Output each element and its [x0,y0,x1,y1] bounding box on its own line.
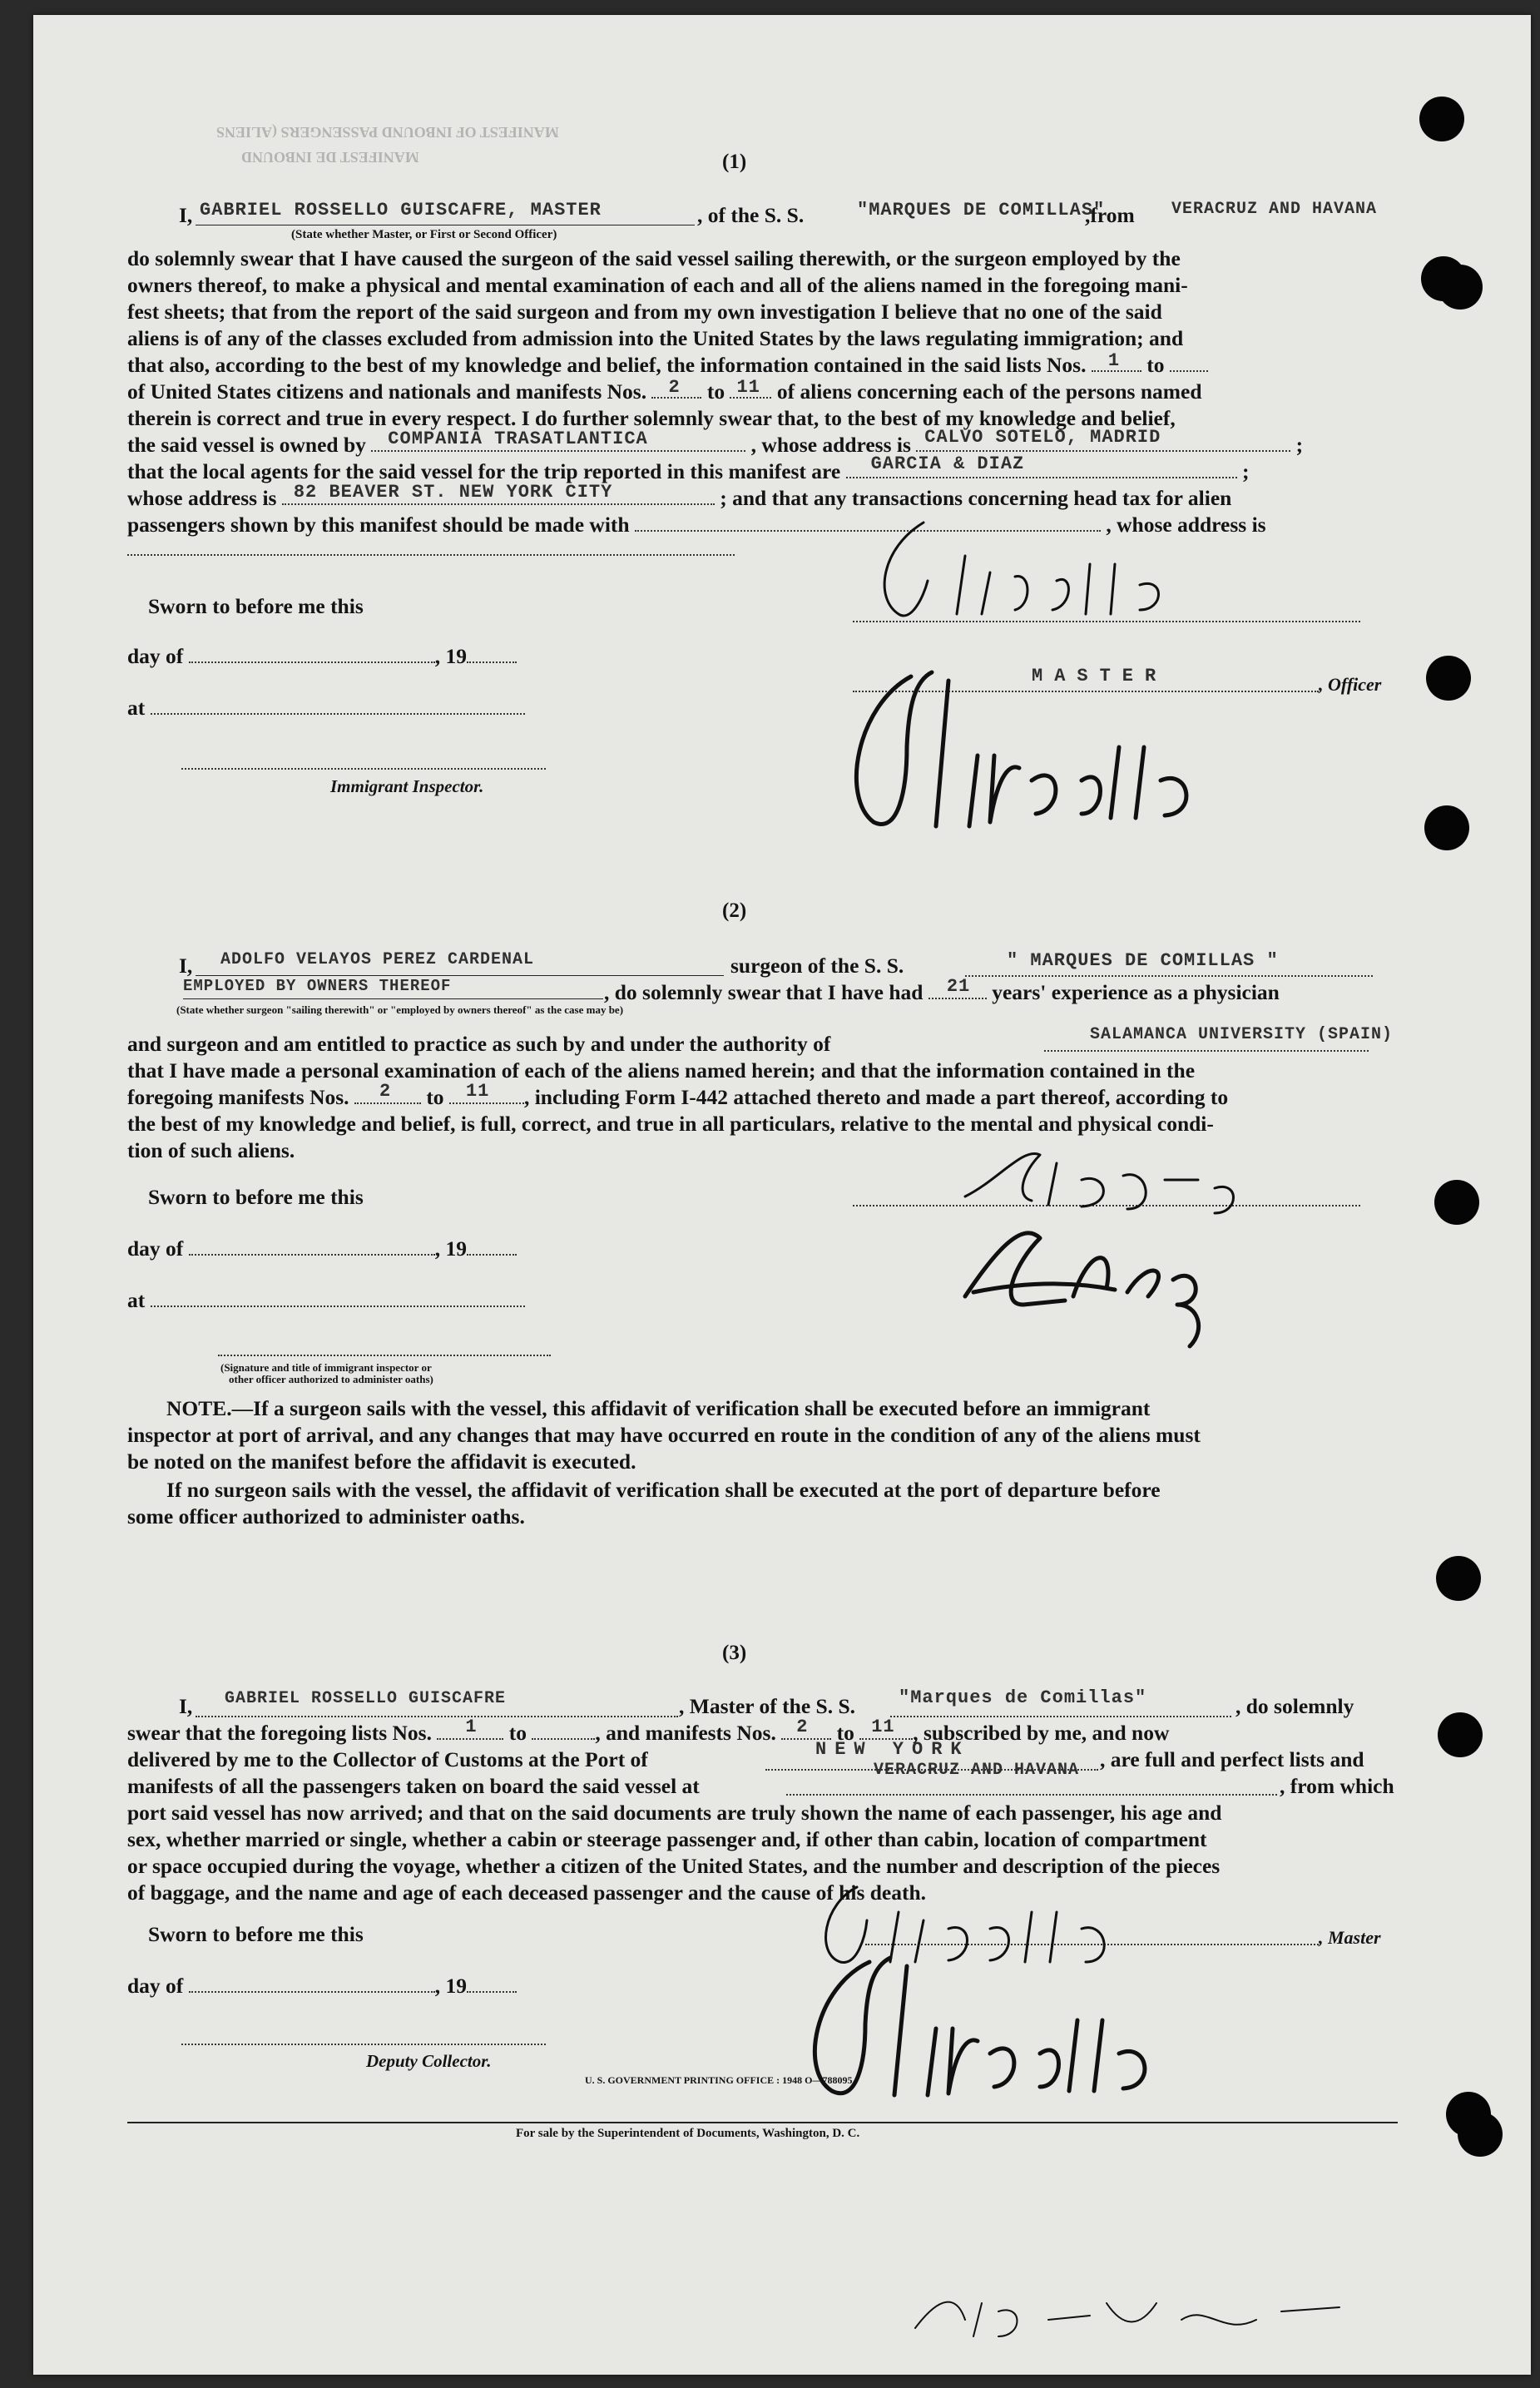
note-line: inspector at port of arrival, and any changes that may have occurred en route in the condition of any of the aliens must [127,1423,1201,1447]
manifest-number-to: 11 [871,1717,895,1737]
text: of aliens concerning each of the persons named [776,379,1202,404]
surgeon-name-field: ADOLFO VELAYOS PEREZ CARDENAL [220,950,535,969]
note-line: If no surgeon sails with the vessel, the affidavit of verification shall be executed at the port of departure before [166,1478,1161,1502]
note-line [166,1396,1150,1421]
line: manifests of all the passengers taken on board the said vessel at [127,1774,700,1798]
agents-field: GARCIA & DIAZ [870,453,1025,474]
line [179,203,192,228]
text: of United States citizens and nationals and manifests Nos. [127,379,647,404]
inspector-label: Immigrant Inspector. [330,776,484,796]
line [127,379,1202,404]
fill-line [965,975,1373,977]
faint-handwriting [907,2270,1389,2345]
fill-line [196,1716,678,1717]
surgeon-signature [948,1130,1331,1221]
signature-note: other officer authorized to administer oaths) [229,1373,433,1385]
text: passengers shown by this manifest should be made with [127,513,630,537]
manifest-number-from: 2 [379,1081,392,1102]
footer-rule [127,2122,1398,2123]
text: , 19 [434,644,467,668]
line [127,1717,1170,1746]
document-page [33,15,1531,2375]
surgeon-signature [948,1213,1331,1355]
line [127,1081,1229,1110]
punch-hole [1434,1180,1479,1225]
master-name-field: GABRIEL ROSSELLO GUISCAFRE [225,1689,507,1708]
field-note: (State whether surgeon "sailing therewith" or "employed by owners thereof" as the case may be) [176,1003,624,1016]
printing-office-line: U. S. GOVERNMENT PRINTING OFFICE : 1948 O—788095 [585,2074,853,2086]
manifest-number-from: 2 [668,377,681,398]
text: at [127,1288,146,1312]
line: , of the S. S. [697,203,805,227]
text: to [426,1085,444,1109]
punch-hole [1436,1556,1481,1601]
text: day of [127,1974,184,1998]
line: therein is correct and true in every respect. I do further solemnly swear that, to the best of my knowledge and belief, [127,406,1176,430]
punch-hole [1424,805,1469,850]
fill-line [127,554,735,556]
fill-line [183,998,603,999]
line [127,1288,525,1313]
line: ,from [1085,203,1135,227]
text: , whose address is [1106,513,1266,537]
text: , whose address is [750,433,911,457]
line: fest sheets; that from the report of the said surgeon and from my own investigation I believe that no one of the said [127,300,1162,324]
footer-text: For sale by the Superintendent of Documents, Washington, D. C. [516,2127,860,2140]
punch-hole [1438,265,1483,310]
text: , 19 [434,1974,467,1998]
text: that the local agents for the said vessel for the trip reported in this manifest are [127,459,841,483]
text: ; and that any transactions concerning head tax for alien [720,486,1232,510]
title-typed: MASTER [1032,666,1168,686]
signature-line [218,1355,551,1356]
fill-line [1044,1050,1369,1052]
list-number-from: 1 [1107,350,1121,371]
text: , including Form I-442 attached thereto and made a part thereof, according to [523,1085,1229,1109]
deputy-collector-label: Deputy Collector. [366,2051,492,2071]
fill-line [196,975,724,976]
section-number: (3) [722,1642,747,1664]
line [127,1974,517,1999]
text: that also, according to the best of my knowledge and belief, the information contained in the said lists Nos. [127,353,1087,377]
master-signature [790,1945,1290,2103]
list-number-from: 1 [465,1717,478,1737]
text: to [706,379,725,404]
line: , Master of the S. S. [679,1694,856,1718]
line: I, [179,1694,193,1718]
punch-hole [1458,2112,1503,2157]
line: , are full and perfect lists and [1100,1747,1364,1771]
line: aliens is of any of the classes excluded from admission into the United States by the laws regulating immigration; and [127,326,1184,350]
line [127,644,517,669]
line: , do solemnly [1235,1694,1354,1718]
bleed-through-text: MANIFEST DE INBOUND [241,149,419,166]
line: , from which [1280,1774,1394,1798]
line: sex, whether married or single, whether a cabin or steerage passenger and, if other than cabin, location of compartment [127,1827,1207,1851]
master-signature [865,506,1381,631]
line: that I have made a personal examination of each of the aliens named herein; and that the information contained in the [127,1058,1196,1083]
master-label: , Master [1319,1927,1381,1948]
employment-field: EMPLOYED BY OWNERS THEREOF [183,977,452,995]
note-label: NOTE. [166,1396,232,1420]
owner-address-field: CALVO SOTELO, MADRID [924,427,1161,448]
text: years' experience as a physician [992,980,1280,1004]
field-note: (State whether Master, or First or Second Officer) [291,228,557,241]
text: at [127,696,146,720]
section-number: (1) [722,151,747,173]
officer-label: , Officer [1319,674,1382,695]
line [127,696,525,721]
line: or space occupied during the voyage, whether a citizen of the United States, and the number and description of the pieces [127,1854,1221,1878]
departure-port-field: VERACRUZ AND HAVANA [874,1761,1080,1780]
agents-address-field: 82 BEAVER ST. NEW YORK CITY [293,482,613,503]
line: surgeon of the S. S. [730,954,904,978]
text: whose address is [127,486,277,510]
manifest-number-to: 11 [736,377,760,398]
master-signature [832,656,1348,839]
line: the said vessel is owned by COMPANIA TRASATLANTICA , whose address is CALVO SOTELO, MADRID ; [127,427,1304,457]
line: and surgeon and am entitled to practice as such by and under the authority of [127,1032,831,1056]
signature-line [181,768,546,770]
line: the best of my knowledge and belief, is full, correct, and true in all particulars, relative to the mental and physical condi- [127,1112,1214,1136]
text: , subscribed by me, and now [913,1721,1170,1745]
ship-name-field: "Marques de Comillas" [899,1687,1147,1708]
signature-line [181,2044,546,2045]
line: do solemnly swear that I have caused the surgeon of the said vessel sailing therewith, or the surgeon employed by the [127,246,1181,270]
manifest-number-from: 2 [796,1717,809,1737]
line [127,350,1208,378]
signature-note: (Signature and title of immigrant inspector or [220,1361,432,1374]
text: , and manifests Nos. [595,1721,776,1745]
text: to [508,1721,527,1745]
line: of baggage, and the name and age of each deceased passenger and the cause of his death. [127,1880,927,1905]
punch-hole [1426,656,1471,701]
ship-name-field: " MARQUES DE COMILLAS " [1007,950,1279,971]
from-port-field: VERACRUZ AND HAVANA [1171,200,1378,219]
text: day of [127,1236,184,1261]
line: that the local agents for the said vessel for the trip reported in this manifest are GARCIA & DIAZ ; [127,453,1250,483]
bleed-through-text: MANIFEST OF INBOUND PASSENGERS (ALIENS [216,124,559,141]
punch-hole [1438,1712,1483,1757]
owner-field: COMPANIA TRASATLANTICA [388,429,648,449]
sworn-label: Sworn to before me this [148,1922,364,1946]
line: owners thereof, to make a physical and mental examination of each and all of the aliens named in the foregoing mani- [127,273,1188,297]
text: , do solemnly swear that I have had [604,980,924,1004]
line: port said vessel has now arrived; and that on the said documents are truly shown the name of each passenger, his age and [127,1801,1222,1825]
port-field: NEW YORK [815,1739,970,1760]
master-name-field: GABRIEL ROSSELLO GUISCAFRE, MASTER [200,200,602,220]
pronoun: I, [179,203,193,227]
line: tion of such aliens. [127,1138,295,1162]
fill-line [786,1794,1277,1796]
text: foregoing manifests Nos. [127,1085,349,1109]
text: to [836,1721,854,1745]
authority-field: SALAMANCA UNIVERSITY (SPAIN) [1090,1025,1394,1044]
text: swear that the foregoing lists Nos. [127,1721,432,1745]
line: delivered by me to the Collector of Customs at the Port of [127,1747,648,1771]
punch-hole [1419,97,1464,141]
note-line: some officer authorized to administer oaths. [127,1504,525,1528]
sworn-label: Sworn to before me this [148,594,364,618]
text: , 19 [434,1236,467,1261]
sworn-label: Sworn to before me this [148,1185,364,1209]
manifest-number-to: 11 [465,1081,490,1102]
note-line: be noted on the manifest before the affidavit is executed. [127,1449,636,1474]
section-number: (2) [722,899,747,922]
ship-name-field: "MARQUES DE COMILLAS" [857,200,1106,220]
years-field: 21 [946,976,971,997]
text: day of [127,644,184,668]
fill-line [890,1716,1231,1717]
line [604,976,1280,1005]
text: —If a surgeon sails with the vessel, this affidavit of verification shall be executed before an immigrant [231,1396,1151,1420]
text: the said vessel is owned by [127,433,366,457]
line: I, [179,954,193,978]
text: to [1146,353,1165,377]
line [127,1236,517,1261]
